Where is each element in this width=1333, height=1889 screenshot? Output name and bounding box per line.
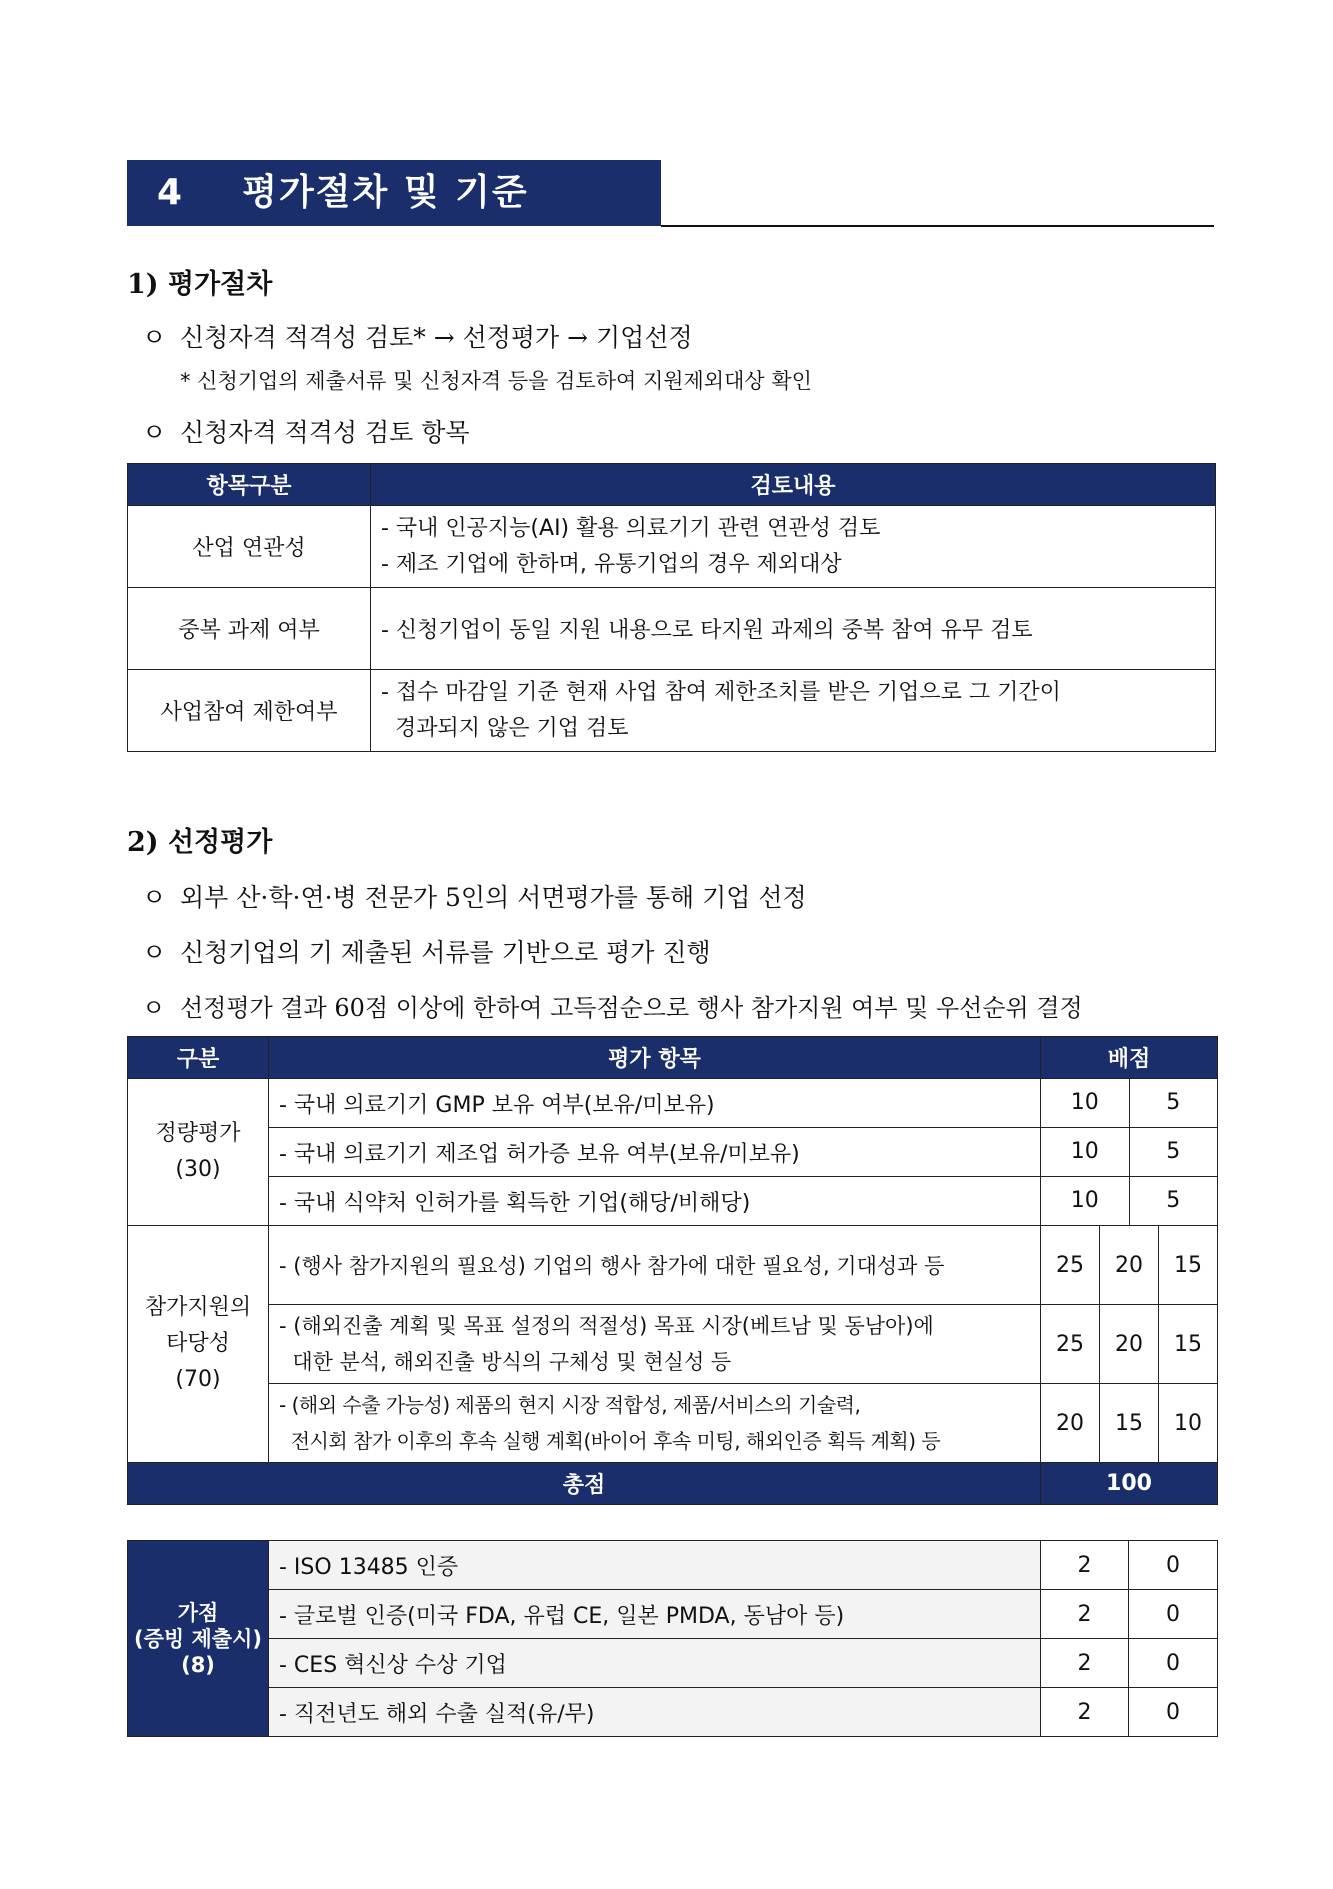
score-cell: 10 bbox=[1159, 1384, 1218, 1463]
score-cell: 10 bbox=[1041, 1128, 1130, 1176]
score-cell: 10 bbox=[1041, 1177, 1130, 1225]
total-value: 100 bbox=[1041, 1463, 1218, 1505]
bonus-table bbox=[127, 1540, 1218, 1737]
row-label: 사업참여 제한여부 bbox=[128, 670, 371, 752]
bullet-experts: ㅇ 외부 산·학·연·병 전문가 5인의 서면평가를 통해 기업 선정 bbox=[142, 883, 807, 912]
row-content: - 접수 마감일 기준 현재 사업 참여 제한조치를 받은 기업으로 그 기간이 경과되지 않은 기업 검토 bbox=[371, 670, 1216, 752]
bullet-documents: ㅇ 신청기업의 기 제출된 서류를 기반으로 평가 진행 bbox=[142, 938, 711, 967]
score-cell: 2 bbox=[1041, 1590, 1129, 1639]
section-title-text: 평가절차 및 기준 bbox=[242, 172, 529, 213]
eval-item: - (행사 참가지원의 필요성) 기업의 행사 참가에 대한 필요성, 기대성과 등 bbox=[269, 1226, 1041, 1305]
score-cell: 25 bbox=[1041, 1305, 1100, 1384]
score-cell: 5 bbox=[1166, 1139, 1181, 1164]
header-item-category: 항목구분 bbox=[128, 464, 371, 506]
header-review-content: 검토내용 bbox=[371, 464, 1216, 506]
row-label: 산업 연관성 bbox=[128, 506, 371, 588]
heading-evaluation-procedure: 1) 평가절차 bbox=[127, 269, 273, 300]
row-content: - 국내 인공지능(AI) 활용 의료기기 관련 연관성 검토 - 제조 기업에 한하며, 유통기업의 경우 제외대상 bbox=[371, 506, 1216, 588]
bullet-procedure-flow: ㅇ 신청자격 적격성 검토* → 선정평가 → 기업선정 bbox=[142, 318, 693, 354]
score-cell: 5 bbox=[1166, 1090, 1181, 1115]
score-cell: 15 bbox=[1159, 1226, 1218, 1305]
row-label: 중복 과제 여부 bbox=[128, 588, 371, 670]
score-cell: 15 bbox=[1159, 1305, 1218, 1384]
score-cell: 10 bbox=[1041, 1079, 1130, 1127]
row-content: - 신청기업이 동일 지원 내용으로 타지원 과제의 중복 참여 유무 검토 bbox=[371, 588, 1216, 670]
score-cell: 2 bbox=[1041, 1688, 1129, 1737]
bonus-item: - CES 혁신상 수상 기업 bbox=[269, 1639, 1041, 1688]
bonus-item: - 직전년도 해외 수출 실적(유/무) bbox=[269, 1688, 1041, 1737]
evaluation-table bbox=[127, 1036, 1218, 1505]
section-title bbox=[127, 160, 661, 226]
total-label: 총점 bbox=[128, 1463, 1041, 1505]
score-cell: 15 bbox=[1100, 1384, 1159, 1463]
bullet-mark: ㅇ bbox=[142, 323, 167, 352]
score-cell: 2 bbox=[1041, 1639, 1129, 1688]
score-cell: 20 bbox=[1041, 1384, 1100, 1463]
group-quantitative: 정량평가 (30) bbox=[128, 1079, 269, 1226]
score-cell: 0 bbox=[1129, 1590, 1218, 1639]
eval-item: - (해외진출 계획 및 목표 설정의 적절성) 목표 시장(베트남 및 동남아)에 대한 분석, 해외진출 방식의 구체성 및 현실성 등 bbox=[269, 1305, 1041, 1384]
score-cell: 0 bbox=[1129, 1541, 1218, 1590]
score-cell: 0 bbox=[1129, 1639, 1218, 1688]
section-number: 4 bbox=[157, 172, 185, 213]
eval-item: - 국내 식약처 인허가를 획득한 기업(해당/비해당) bbox=[269, 1177, 1041, 1226]
heading-selection-evaluation: 2) 선정평가 bbox=[127, 827, 273, 858]
eval-item: - 국내 의료기기 제조업 허가증 보유 여부(보유/미보유) bbox=[269, 1128, 1041, 1177]
header-score: 배점 bbox=[1041, 1037, 1218, 1079]
bonus-item: - 글로벌 인증(미국 FDA, 유럽 CE, 일본 PMDA, 동남아 등) bbox=[269, 1590, 1041, 1639]
bullet-review-items: ㅇ 신청자격 적격성 검토 항목 bbox=[142, 418, 470, 447]
group-validity: 참가지원의 타당성 (70) bbox=[128, 1226, 269, 1463]
score-cell: 20 bbox=[1100, 1305, 1159, 1384]
eval-item: - 국내 의료기기 GMP 보유 여부(보유/미보유) bbox=[269, 1079, 1041, 1128]
eval-item: - (해외 수출 가능성) 제품의 현지 시장 적합성, 제품/서비스의 기술력, 전시회 참가 이후의 후속 실행 계획(바이어 후속 미팅, 해외인증 획득 계획) 등 bbox=[269, 1384, 1041, 1463]
eligibility-table bbox=[127, 463, 1216, 752]
footnote: * 신청기업의 제출서류 및 신청자격 등을 검토하여 지원제외대상 확인 bbox=[180, 369, 812, 393]
header-category: 구분 bbox=[128, 1037, 269, 1079]
header-evaluation-item: 평가 항목 bbox=[269, 1037, 1041, 1079]
score-cell: 25 bbox=[1041, 1226, 1100, 1305]
bonus-item: - ISO 13485 인증 bbox=[269, 1541, 1041, 1590]
score-cell: 20 bbox=[1100, 1226, 1159, 1305]
bullet-score-threshold: ㅇ 선정평가 결과 60점 이상에 한하여 고득점순으로 행사 참가지원 여부 및 우선순위 결정 bbox=[142, 994, 1083, 1022]
score-cell: 0 bbox=[1129, 1688, 1218, 1737]
score-cell: 5 bbox=[1166, 1188, 1181, 1213]
score-cell: 2 bbox=[1041, 1541, 1129, 1590]
bonus-label: 가점 (증빙 제출시) (8) bbox=[128, 1541, 269, 1737]
section-underline bbox=[661, 225, 1214, 227]
